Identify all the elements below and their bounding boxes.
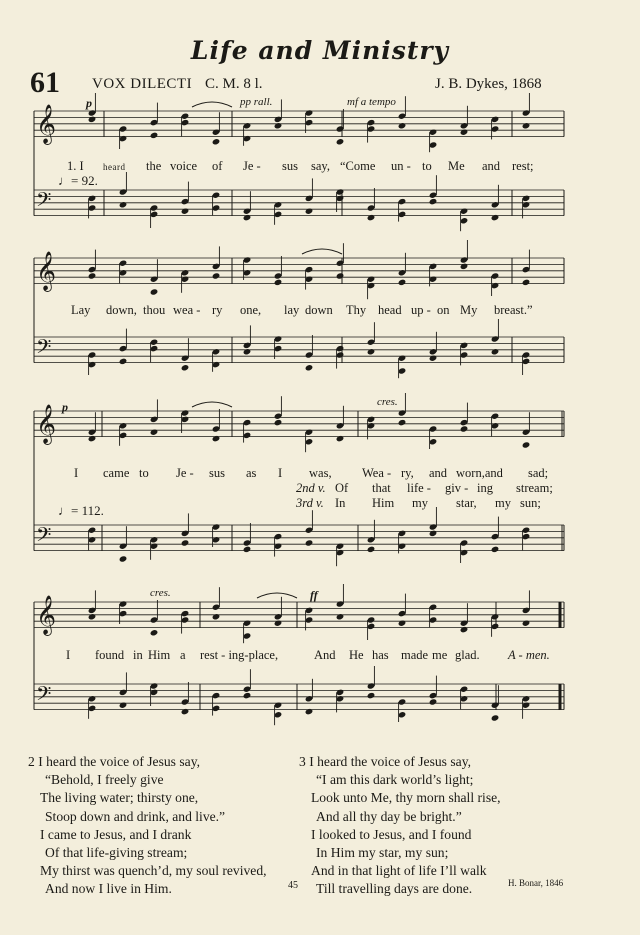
note-head (150, 288, 159, 295)
lyric-syllable: down (305, 303, 333, 317)
lyric-syllable: glad. (455, 648, 480, 662)
lyric-syllable: sus (209, 466, 225, 480)
note-head (274, 419, 283, 426)
bass-clef: 𝄢 (36, 335, 52, 363)
note-head (212, 613, 221, 620)
page-number: 45 (288, 880, 298, 891)
lyric-syllable: was, (309, 466, 332, 480)
note-head (522, 279, 531, 286)
note-head (398, 419, 407, 426)
lyric-syllable: down, (106, 303, 137, 317)
note-head (243, 546, 252, 553)
dynamic-mf-a-tempo: mf a tempo (347, 96, 396, 108)
lyric-syllable: made (401, 648, 429, 662)
lyric-syllable: has (372, 648, 389, 662)
note-head (150, 429, 159, 436)
bass-clef: 𝄢 (36, 682, 52, 710)
verse-2 (28, 753, 267, 899)
treble-clef: 𝄞 (36, 404, 57, 444)
lyric-syllable: giv - (445, 481, 469, 495)
verse-line: Till travelling days are done. (316, 881, 473, 897)
note-head (336, 613, 345, 620)
note-head (88, 116, 97, 123)
lyric-syllable: say, (311, 159, 330, 173)
author-credit: H. Bonar, 1846 (508, 878, 564, 888)
lyric-syllable: Wea - (362, 466, 392, 480)
lyric-syllable: He (349, 648, 364, 662)
note-head (429, 198, 438, 205)
lyric-syllable: sun; (520, 496, 541, 510)
note-head (243, 214, 252, 221)
note-head (460, 263, 469, 270)
note-head (491, 214, 500, 221)
treble-clef: 𝄞 (36, 595, 57, 635)
note-head (181, 539, 190, 546)
note-heads (88, 109, 531, 721)
verse-line: “Behold, I freely give (45, 772, 164, 788)
lyric-syllable: my (495, 496, 511, 510)
note-head (181, 364, 190, 371)
lyric-syllable: stream; (516, 481, 553, 495)
tempo-marking-92: ♩= 92. (58, 173, 98, 188)
lyric-syllable: star, (456, 496, 477, 510)
dynamic-cres: cres. (377, 396, 398, 408)
lyric-syllable: to (139, 466, 149, 480)
lyric-syllable: I (66, 648, 71, 662)
lyric-syllable: in (133, 648, 143, 662)
lyrics-system-4 (0, 648, 640, 668)
note-head (398, 620, 407, 627)
verse-line: 2 I heard the voice of Jesus say, (28, 754, 201, 769)
note-head (305, 539, 314, 546)
verse-line: And all thy day be bright.” (316, 808, 462, 824)
note-head (88, 613, 97, 620)
lyric-syllable: rest; (512, 159, 534, 173)
note-head (336, 272, 345, 279)
note-head (491, 546, 500, 553)
note-head (491, 348, 500, 355)
slur (302, 249, 342, 254)
lyric-syllable: ry (212, 303, 223, 317)
lyric-syllable: ing (477, 481, 493, 495)
lyric-syllable: I (278, 466, 283, 480)
lyric-syllable: un - (391, 159, 411, 173)
lyrics-system-2 (0, 303, 640, 323)
lyric-syllable: In (335, 496, 346, 510)
note-head (367, 692, 376, 699)
note-head (212, 138, 221, 145)
section-title: Life and Ministry (190, 36, 450, 65)
note-head (460, 626, 469, 633)
note-head (367, 348, 376, 355)
lyric-syllable: the (146, 159, 162, 173)
lyric-syllable: voice (170, 159, 198, 173)
slur (192, 402, 232, 407)
note-head (398, 122, 407, 129)
lyric-syllable: of (212, 159, 223, 173)
note-head (212, 435, 221, 442)
note-head (491, 714, 500, 721)
composer: J. B. Dykes, 1868 (435, 76, 542, 92)
lyric-syllable: sad; (528, 466, 549, 480)
note-head (119, 702, 128, 709)
lyric-syllable: Je - (243, 159, 261, 173)
note-head (336, 138, 345, 145)
dynamic-p: p (86, 96, 92, 110)
lyric-syllable: rest - ing-place, (200, 648, 279, 662)
note-head (243, 692, 252, 699)
lyric-syllable: breast.” (494, 303, 533, 317)
note-head (522, 620, 531, 627)
lyric-syllable: up - (411, 303, 431, 317)
note-head (367, 214, 376, 221)
note-head (274, 279, 283, 286)
lyric-syllable: on (437, 303, 450, 317)
note-head (119, 201, 128, 208)
verse-line: In Him my star, my sun; (316, 845, 449, 861)
note-head (305, 208, 314, 215)
lyric-syllable: 1. I (67, 159, 84, 173)
note-head (522, 122, 531, 129)
note-head (119, 555, 128, 562)
lyric-syllable: Me (448, 159, 465, 173)
lyric-syllable: My (460, 303, 478, 317)
note-head (460, 129, 469, 136)
note-head (88, 435, 97, 442)
verse-line: 3 I heard the voice of Jesus say, (299, 754, 472, 769)
verse-line: Of that life-giving stream; (45, 845, 188, 861)
note-head (305, 708, 314, 715)
clefs (36, 104, 56, 710)
lyric-syllable: I (74, 466, 79, 480)
note-head (274, 122, 283, 129)
note-head (88, 272, 97, 279)
meter: C. M. 8 l. (205, 76, 263, 92)
treble-clef: 𝄞 (36, 251, 57, 291)
note-head (429, 355, 438, 362)
lyric-syllable: Of (335, 481, 349, 495)
tune-name: VOX DILECTI (92, 76, 193, 92)
verse-line: I came to Jesus, and I drank (40, 826, 192, 842)
note-head (150, 132, 159, 139)
dynamic-cres-2: cres. (150, 587, 171, 599)
note-head (460, 425, 469, 432)
note-head (429, 698, 438, 705)
lyric-syllable: one, (240, 303, 262, 317)
lyric-syllable: and (482, 159, 501, 173)
verse-line: I looked to Jesus, and I found (311, 826, 472, 842)
lyric-syllable: me (432, 648, 448, 662)
note-head (367, 546, 376, 553)
bar-lines (34, 111, 564, 710)
slur (257, 593, 297, 598)
note-head (336, 435, 345, 442)
lyric-syllable: sus (282, 159, 298, 173)
verse-3 (299, 753, 501, 899)
note-head (181, 708, 190, 715)
hymn-number: 61 (30, 66, 60, 99)
lyric-syllable: A - men. (508, 648, 550, 662)
lyrics-system-1 (0, 159, 640, 179)
note-head (181, 208, 190, 215)
tempo-marking-112: ♩= 112. (58, 503, 104, 518)
lyric-syllable: Lay (71, 303, 91, 317)
note-head (398, 279, 407, 286)
lyric-syllable: Him (372, 496, 395, 510)
lyric-syllable: ry, (401, 466, 414, 480)
lyric-syllable: head (378, 303, 402, 317)
lyric-syllable: as (246, 466, 257, 480)
lyric-syllable: came (103, 466, 130, 480)
lyric-syllable: Him (148, 648, 171, 662)
verse-line: Look unto Me, thy morn shall rise, (311, 790, 501, 806)
lyric-syllable: life - (407, 481, 431, 495)
verse-line: My thirst was quench’d, my soul revived, (40, 863, 267, 879)
treble-clef: 𝄞 (36, 104, 57, 144)
verse-line: Stoop down and drink, and live.” (45, 808, 226, 824)
note-head (522, 441, 531, 448)
lyric-syllable: found (95, 648, 125, 662)
note-head (150, 629, 159, 636)
lyric-syllable: Je - (176, 466, 194, 480)
verse-label: 3rd v. (296, 496, 324, 510)
note-head (429, 530, 438, 537)
dynamic-pp-rall: pp rall. (240, 96, 273, 108)
verse-line: “I am this dark world’s light; (316, 772, 474, 788)
lyric-syllable: Thy (346, 303, 367, 317)
note-head (119, 358, 128, 365)
lyric-syllable: that (372, 481, 391, 495)
dynamic-ff: ff (310, 588, 318, 602)
verse-line: And now I live in Him. (45, 881, 172, 897)
lyric-syllable: a (180, 648, 186, 662)
slur (192, 102, 232, 107)
lyric-syllable: heard (103, 162, 126, 172)
bass-clef: 𝄢 (36, 523, 52, 551)
lyric-syllable: lay (284, 303, 300, 317)
note-head (305, 364, 314, 371)
lyric-syllable: worn,and (456, 466, 503, 480)
lyric-syllable: and (429, 466, 448, 480)
lyrics-system-3-verse-3 (0, 496, 640, 516)
dynamic-p-2: p (62, 400, 68, 414)
lyric-syllable: to (422, 159, 432, 173)
lyric-syllable: my (412, 496, 428, 510)
lyric-syllable: “Come (340, 159, 376, 173)
note-head (212, 272, 221, 279)
note-head (243, 348, 252, 355)
verse-line: And in that light of life I’ll walk (311, 863, 487, 879)
note-head (274, 620, 283, 627)
staff-lines (34, 111, 564, 710)
verse-label: 2nd v. (296, 481, 326, 495)
lyric-syllable: And (314, 648, 336, 662)
verse-line: The living water; thirsty one, (40, 790, 199, 806)
lyric-syllable: thou (143, 303, 166, 317)
bass-clef: 𝄢 (36, 188, 52, 216)
lyric-syllable: wea - (173, 303, 201, 317)
